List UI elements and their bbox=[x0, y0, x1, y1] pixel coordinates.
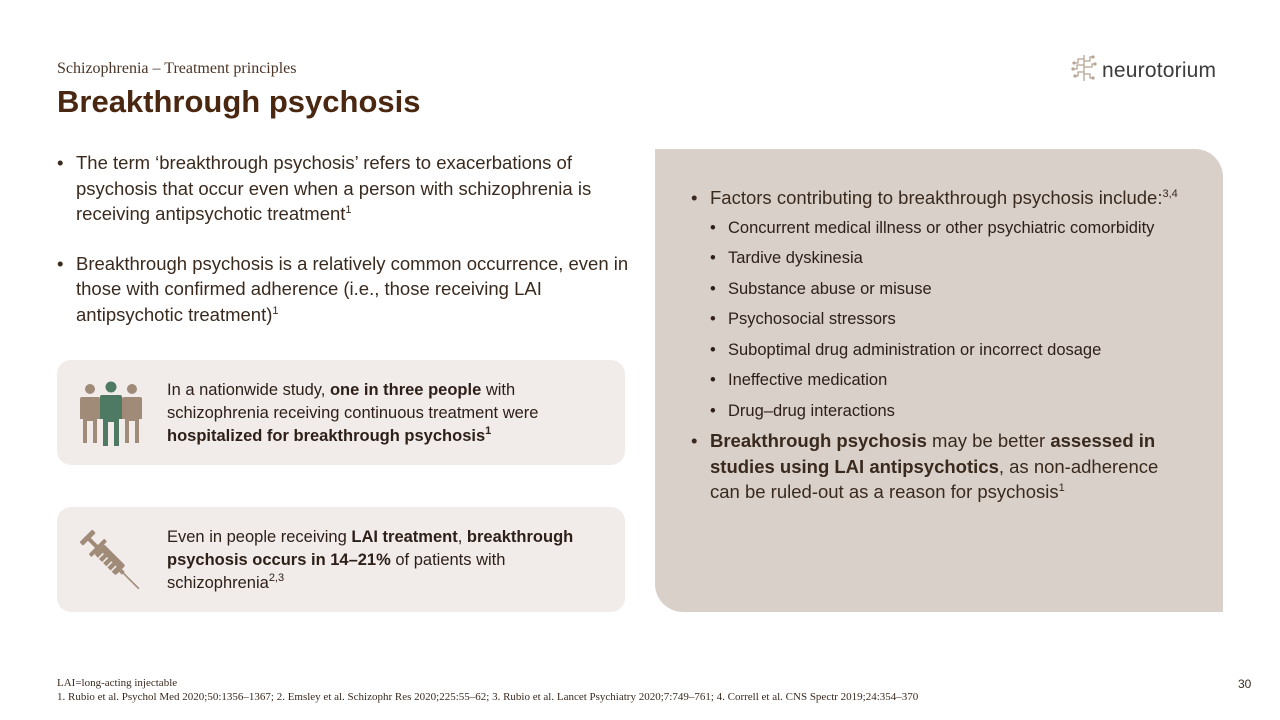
people-group-icon bbox=[77, 380, 145, 453]
factor-item: • Suboptimal drug administration or incorrect dosage bbox=[710, 339, 1181, 362]
syringe-icon bbox=[77, 527, 147, 602]
factors-panel bbox=[655, 149, 1223, 612]
factor-item: • Substance abuse or misuse bbox=[710, 278, 1181, 301]
lai-assessment-bullet: • Breakthrough psychosis may be better assessed in studies using LAI antipsychotics, as non-adherence can be ruled-out as a reason for psychosis$^1$ bbox=[691, 428, 1181, 505]
hospitalization-callout-text: In a nationwide study, one in three people with schizophrenia receiving continuous treatment were hospitalized for breakthrough psychosis$^1$ bbox=[167, 381, 539, 445]
factor-item: • Tardive dyskinesia bbox=[710, 247, 1181, 270]
left-bullet-2: • Breakthrough psychosis is a relatively common occurrence, even in those with confirmed adherence (i.e., those receiving LAI antipsychotic treatment)$^1$ bbox=[57, 251, 637, 328]
slide-title: Breakthrough psychosis bbox=[57, 84, 421, 119]
factors-bullet: • Factors contributing to breakthrough psychosis include:$^{3,4}$ • Concurrent medical illness or other psychiatric comorbidity • Tardive dyskinesia • Substance abuse or misuse • Psychosocial stressors • Suboptimal drug administration or incorrect dosage • Ineffective medication • Drug–drug interactions bbox=[691, 185, 1181, 423]
lai-callout bbox=[57, 507, 625, 612]
hospitalization-callout bbox=[57, 360, 625, 465]
factor-item: • Drug–drug interactions bbox=[710, 400, 1181, 423]
footnotes bbox=[57, 676, 918, 704]
lai-callout-text: Even in people receiving LAI treatment, breakthrough psychosis occurs in 14–21% of patients with schizophrenia$^{2,3}$ bbox=[167, 528, 574, 592]
factor-item: • Psychosocial stressors bbox=[710, 308, 1181, 331]
page-number: 30 bbox=[1238, 677, 1252, 691]
brain-logo-icon bbox=[1071, 53, 1097, 88]
references: 1. Rubio et al. Psychol Med 2020;50:1356–1367; 2. Emsley et al. Schizophr Res 2020;225:55–62; 3. Rubio et al. Lancet Psychiatry 2020;7:749–761; 4. Correll et al. CNS Spectr 2019;24:354–370 bbox=[57, 691, 919, 703]
slide-subtitle: Schizophrenia – Treatment principles bbox=[57, 60, 297, 77]
left-bullet-1: • The term ‘breakthrough psychosis’ refers to exacerbations of psychosis that occur even when a person with schizophrenia is receiving antipsychotic treatment$^1$ bbox=[57, 150, 637, 227]
factor-item: • Concurrent medical illness or other psychiatric comorbidity bbox=[710, 217, 1181, 240]
logo-text: neurotorium bbox=[1102, 58, 1217, 82]
abbreviation-note: LAI=long-acting injectable bbox=[57, 677, 178, 689]
factors-sublist bbox=[710, 217, 1181, 423]
left-bullet-list bbox=[57, 150, 637, 327]
factor-item: • Ineffective medication bbox=[710, 369, 1181, 392]
logo bbox=[1071, 53, 1216, 88]
